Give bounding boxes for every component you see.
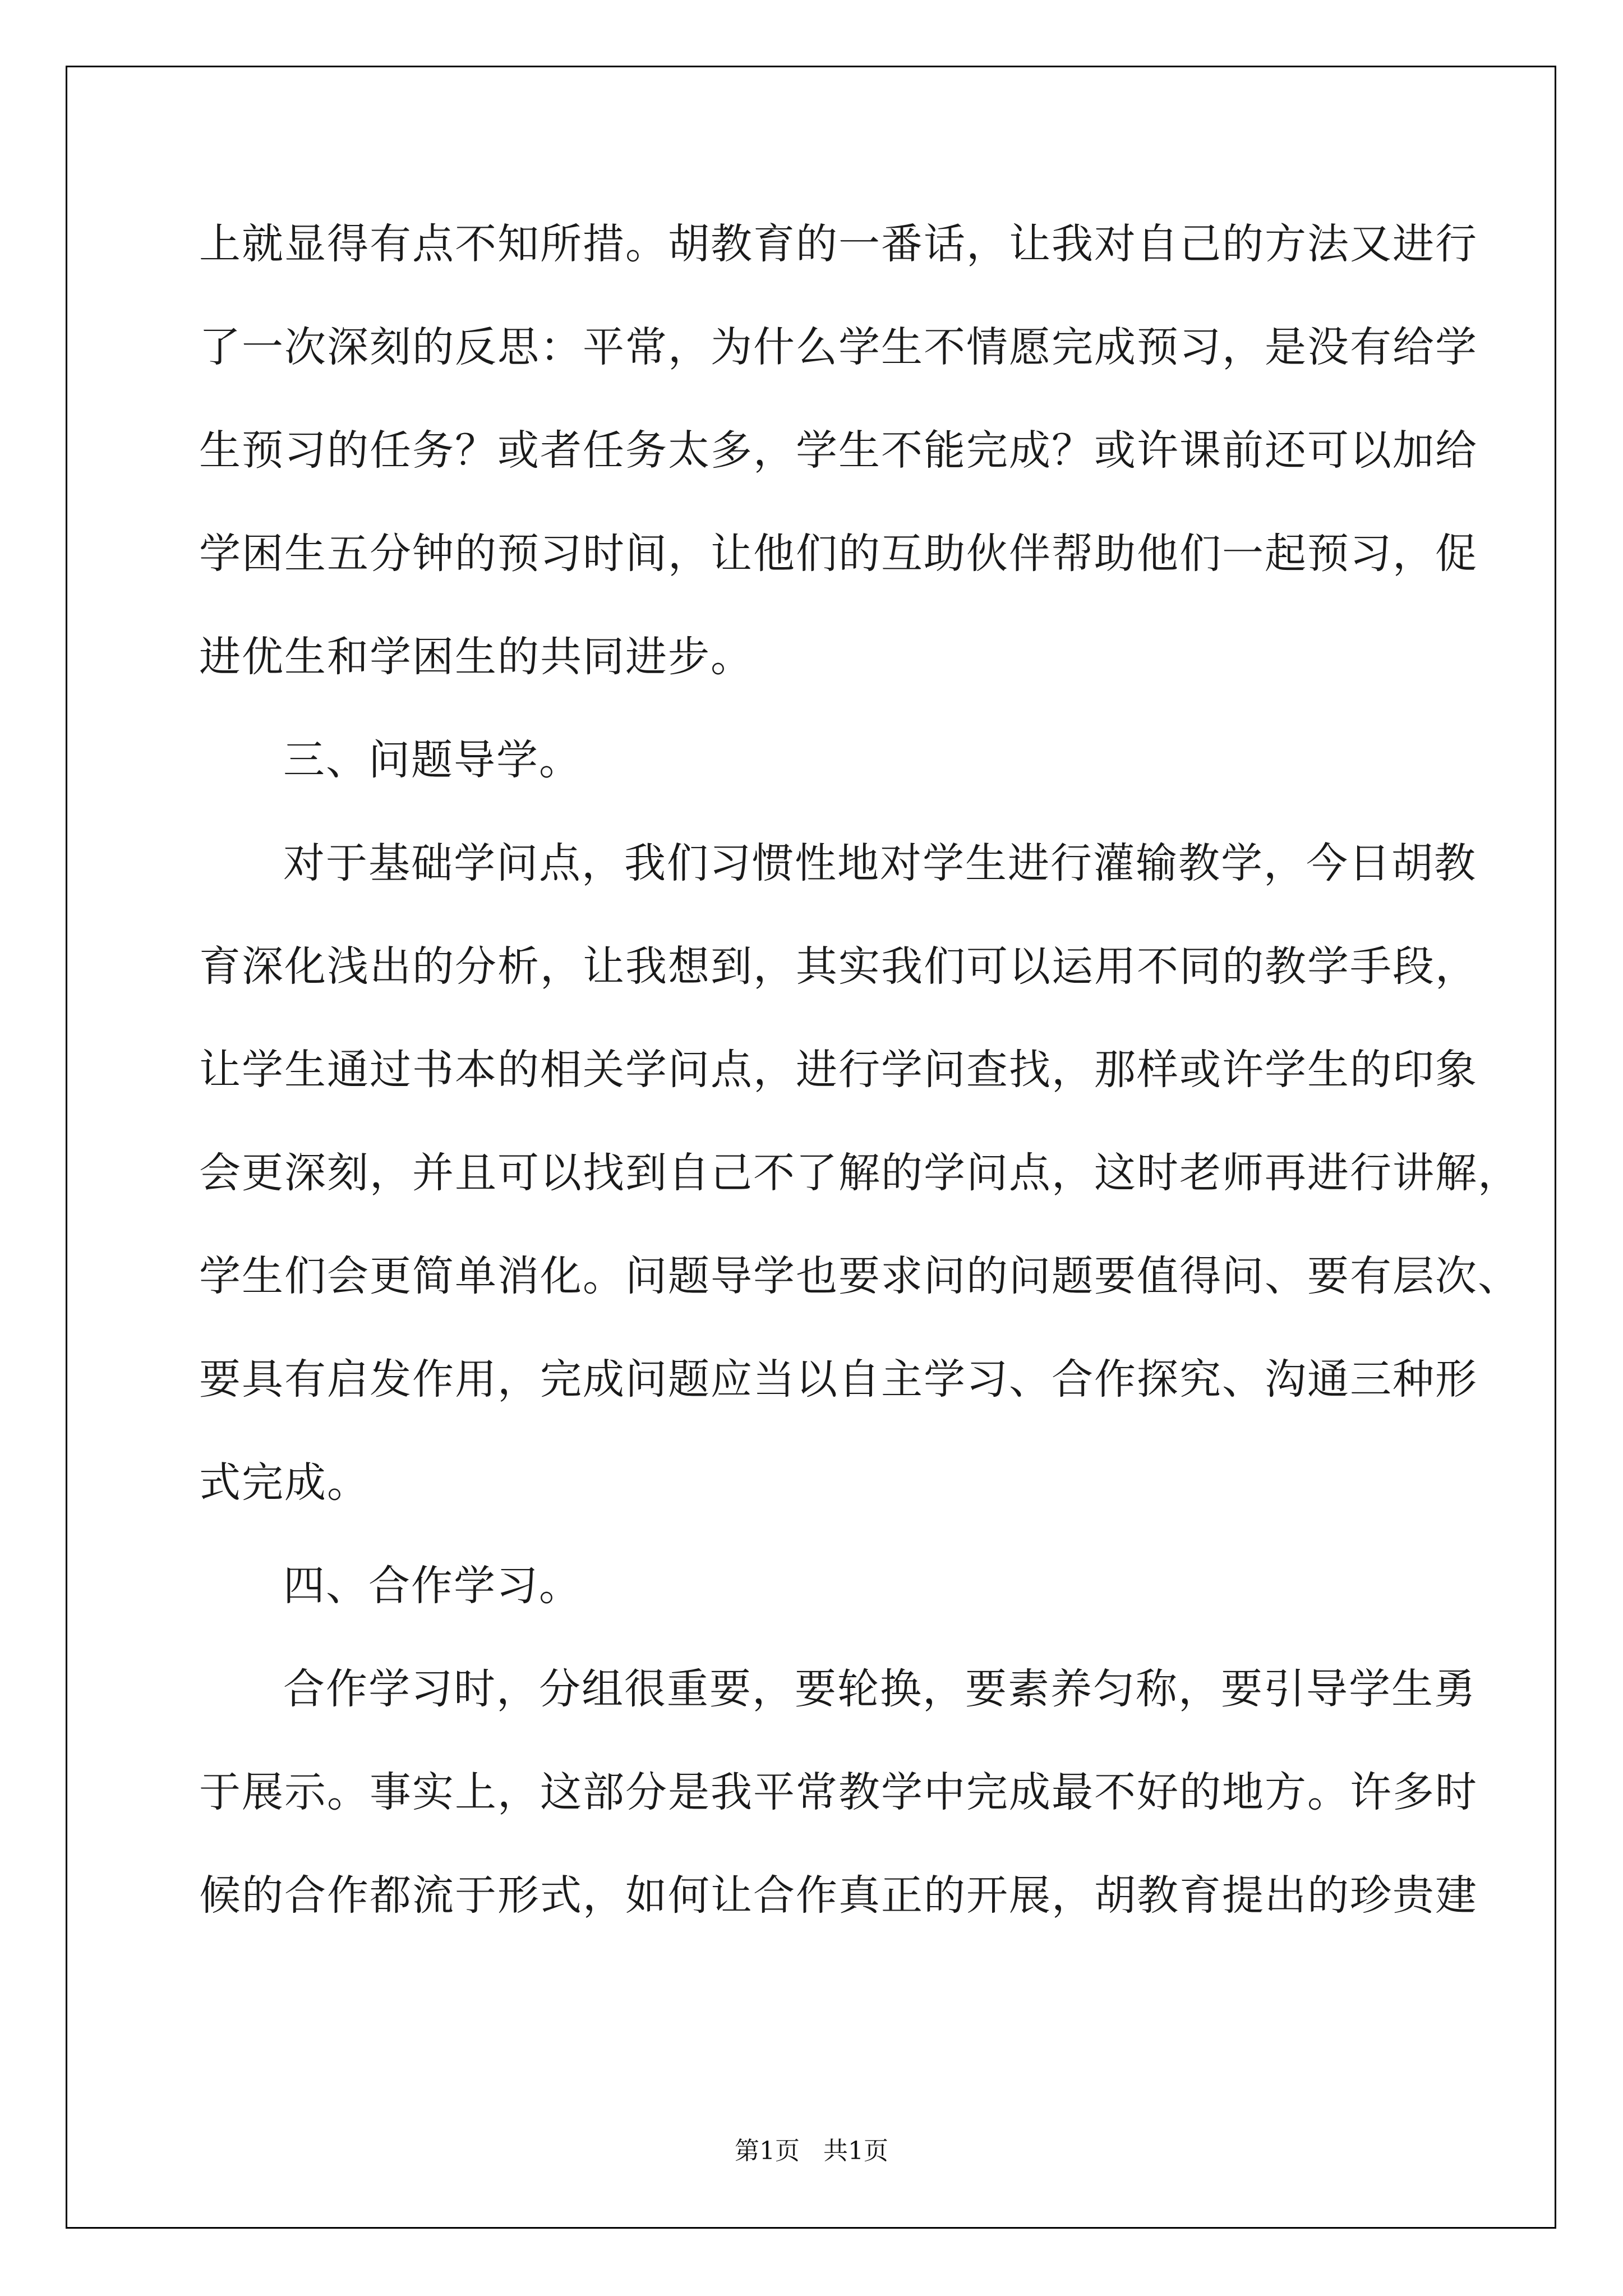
text-line: 上就显得有点不知所措。胡教育的一番话，让我对自己的方法又进行 xyxy=(199,220,1478,268)
text-line: 学生们会更简单消化。问题导学也要求问的问题要值得问、要有层次、 xyxy=(199,1252,1520,1300)
page-total: 共1页 xyxy=(823,2137,888,2165)
document-body xyxy=(199,216,1520,1971)
section-heading: 三、问题导学。 xyxy=(283,736,582,784)
text-line: 育深化浅出的分析，让我想到，其实我们可以运用不同的教学手段， xyxy=(199,942,1478,991)
section-heading: 四、合作学习。 xyxy=(283,1562,582,1610)
text-line: 候的合作都流于形式，如何让合作真正的开展，胡教育提出的珍贵建 xyxy=(199,1871,1478,1920)
page-number: 第1页 xyxy=(735,2137,800,2165)
text-line: 生预习的任务？或者任务太多，学生不能完成？或许课前还可以加给 xyxy=(199,426,1478,475)
text-line: 了一次深刻的反思：平常，为什么学生不情愿完成预习，是没有给学 xyxy=(199,323,1478,371)
text-line: 对于基础学问点，我们习惯性地对学生进行灌输教学，今日胡教 xyxy=(283,839,1477,887)
text-line: 合作学习时，分组很重要，要轮换，要素养匀称，要引导学生勇 xyxy=(283,1665,1477,1713)
text-line: 于展示。事实上，这部分是我平常教学中完成最不好的地方。许多时 xyxy=(199,1768,1478,1816)
text-line: 式完成。 xyxy=(199,1458,370,1507)
text-line: 要具有启发作用，完成问题应当以自主学习、合作探究、沟通三种形 xyxy=(199,1355,1478,1404)
text-line: 学困生五分钟的预习时间，让他们的互助伙伴帮助他们一起预习，促 xyxy=(199,530,1478,578)
text-line: 让学生通过书本的相关学问点，进行学问查找，那样或许学生的印象 xyxy=(199,1046,1478,1094)
text-line: 进优生和学困生的共同进步。 xyxy=(199,633,753,681)
page-footer xyxy=(0,2134,1623,2168)
text-line: 会更深刻，并且可以找到自己不了解的学问点，这时老师再进行讲解， xyxy=(199,1149,1520,1197)
